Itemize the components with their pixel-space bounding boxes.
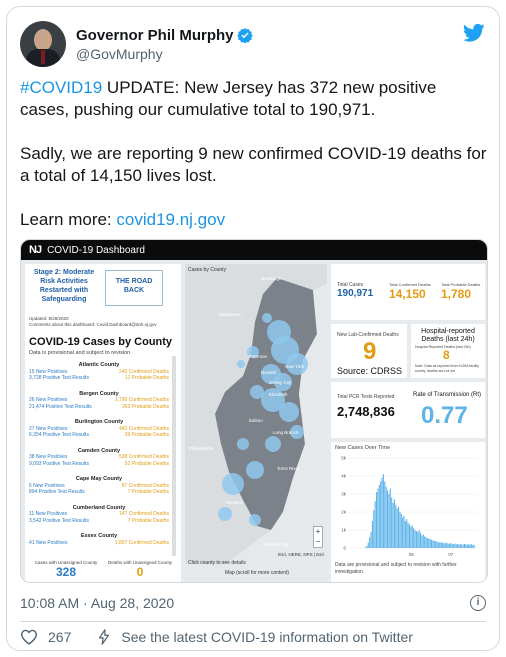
- county-new-positives: 27 New Positives: [29, 425, 68, 432]
- county-positive-tests: 21,474 Positive Test Results: [29, 403, 92, 410]
- info-icon[interactable]: i: [470, 595, 486, 611]
- map-zoom-control[interactable]: + −: [313, 526, 323, 548]
- chart-bar[interactable]: [474, 545, 475, 548]
- tweet-text: [20, 77, 490, 253]
- chart-bar[interactable]: [377, 489, 378, 548]
- tweet-media-image[interactable]: [20, 239, 488, 583]
- source-label: Source: CDRSS: [337, 366, 403, 376]
- chart-bar[interactable]: [398, 507, 399, 548]
- chart-bar[interactable]: [470, 545, 471, 548]
- county-row-2: [29, 461, 169, 468]
- county-name: Burlington County: [74, 419, 124, 425]
- chart-bar[interactable]: [424, 536, 425, 548]
- tests-rt-box: [331, 382, 485, 438]
- chart-bar[interactable]: [430, 539, 431, 548]
- county-positive-tests: 3,542 Positive Test Results: [29, 517, 89, 524]
- county-probable-deaths: 7 Probable Deaths: [127, 517, 169, 524]
- author-names: [76, 27, 253, 62]
- new-cases-chart: [331, 452, 485, 562]
- county-entry[interactable]: [29, 448, 169, 468]
- hospital-deaths-box: [411, 324, 485, 378]
- nj-map: [185, 264, 327, 582]
- stats-panel: [331, 264, 485, 582]
- chart-bar[interactable]: [365, 547, 366, 548]
- hospital-deaths-title: Hospital-reported Deaths (last 24h): [421, 328, 475, 343]
- bolt-icon: [97, 629, 111, 645]
- county-name: Cape May County: [75, 476, 123, 482]
- chart-bar[interactable]: [453, 544, 454, 548]
- county-entry[interactable]: [29, 362, 169, 382]
- chart-bar[interactable]: [409, 525, 410, 548]
- chart-bar[interactable]: [382, 478, 383, 548]
- county-confirmed-deaths: 240 Confirmed Deaths: [118, 368, 169, 375]
- county-new-positives: 41 New Positives: [29, 539, 68, 546]
- chart-bar[interactable]: [431, 540, 432, 548]
- tweet-card: [6, 6, 500, 651]
- updated-info: [29, 316, 157, 328]
- chart-bar[interactable]: [399, 512, 400, 548]
- map-place-label: Paterson: [249, 354, 268, 359]
- map-place-label: Vineland: [225, 500, 243, 505]
- county-positive-tests: 6,354 Positive Test Results: [29, 432, 89, 438]
- chart-bar[interactable]: [416, 531, 417, 548]
- county-probable-deaths: 52 Probable Deaths: [124, 460, 169, 467]
- chart-bar[interactable]: [452, 544, 453, 548]
- chart-x-tick: 05: [408, 552, 414, 557]
- chart-bar[interactable]: [379, 485, 380, 548]
- unassigned-deaths-label: Deaths with Unassigned County: [107, 560, 173, 565]
- county-positive-tests: 3,728 Positive Test Results: [29, 375, 89, 381]
- cases-by-county-title: COVID-19 Cases by County: [29, 336, 173, 348]
- map-panel: [185, 264, 327, 582]
- chart-bar[interactable]: [449, 544, 450, 548]
- county-entry[interactable]: [29, 419, 169, 439]
- heart-icon[interactable]: [20, 629, 38, 645]
- total-deaths: [389, 282, 431, 301]
- chart-bar[interactable]: [446, 543, 447, 548]
- chart-bar[interactable]: [380, 481, 381, 548]
- county-confirmed-deaths: 147 Confirmed Deaths: [118, 511, 169, 517]
- chart-bar[interactable]: [448, 544, 449, 549]
- chart-bar[interactable]: [412, 526, 413, 549]
- learn-more-label: Learn more:: [20, 210, 117, 229]
- chart-bar[interactable]: [463, 545, 464, 548]
- chart-bar[interactable]: [423, 535, 424, 549]
- probable-deaths-label: Total Probable Deaths: [441, 282, 481, 287]
- rt-value: 0.77: [421, 402, 468, 429]
- new-cases-chart-box: [331, 442, 485, 582]
- county-probable-deaths: 39 Probable Deaths: [124, 432, 169, 438]
- rt-label: Rate of Transmission (Rt): [413, 392, 482, 398]
- chart-bar[interactable]: [387, 490, 388, 548]
- chart-bar[interactable]: [369, 537, 370, 548]
- new-deaths-value: 9: [363, 338, 377, 365]
- chart-bar[interactable]: [438, 542, 439, 548]
- tweet-header: [20, 19, 253, 69]
- chart-y-tick: 4k: [341, 473, 346, 479]
- updated-date: Updated: 8/28/2020: [29, 316, 69, 321]
- map-place-label: Atlantic City: [265, 542, 289, 547]
- chart-bar[interactable]: [468, 544, 469, 548]
- chart-bar[interactable]: [434, 541, 435, 548]
- chart-bar[interactable]: [454, 544, 455, 549]
- chart-bar[interactable]: [464, 544, 465, 548]
- tweet-timestamp[interactable]: 10:08 AM · Aug 28, 2020: [20, 595, 175, 611]
- chart-x-tick: 07: [448, 552, 454, 557]
- cases-by-county-subtitle: Data is provisional and subject to revision.: [29, 350, 132, 356]
- county-row-2: [29, 489, 169, 496]
- map-place-label: Newark: [261, 370, 277, 375]
- chart-bar[interactable]: [375, 501, 376, 548]
- tweet-paragraph-3: [20, 209, 490, 231]
- county-row-2: [29, 518, 169, 525]
- chart-bar[interactable]: [445, 543, 446, 548]
- chart-bar[interactable]: [402, 517, 403, 548]
- chart-bar[interactable]: [460, 544, 461, 548]
- chart-title: New Cases Over Time: [335, 445, 391, 451]
- hashtag-link[interactable]: #COVID19: [20, 78, 103, 97]
- county-name: Cumberland County: [72, 504, 126, 511]
- chart-bar[interactable]: [442, 543, 443, 548]
- tweet-p1-text: UPDATE: New Jersey has 372 new positive cases, pushing our cumulative total to 190,971.: [20, 78, 437, 119]
- county-positive-tests: 894 Positive Test Results: [29, 489, 85, 495]
- chart-bar[interactable]: [373, 510, 374, 548]
- stage-label: Stage 2: Moderate Risk Activities Restarted with Safeguarding: [33, 269, 95, 303]
- map-scroll-hint: Map (scroll for more content): [225, 570, 289, 576]
- county-entry[interactable]: [29, 391, 169, 411]
- chart-bar[interactable]: [441, 542, 442, 548]
- unassigned-deaths-value: 0: [136, 565, 144, 579]
- total-cases: [337, 282, 373, 299]
- county-entry[interactable]: [29, 505, 169, 525]
- chart-bar[interactable]: [457, 544, 458, 548]
- map-place-label: Jersey City: [269, 380, 292, 385]
- map-place-label: Newburgh: [261, 276, 282, 281]
- nj-logo: NJ: [29, 244, 42, 256]
- twitter-bird-icon[interactable]: [463, 23, 485, 43]
- chart-bar[interactable]: [391, 498, 392, 548]
- author-handle[interactable]: @GovMurphy: [76, 45, 163, 62]
- county-confirmed-deaths: 1,857 Confirmed Deaths: [114, 539, 169, 546]
- chart-bar[interactable]: [471, 544, 472, 548]
- chart-bar[interactable]: [432, 540, 433, 548]
- chart-bar[interactable]: [459, 545, 460, 548]
- county-row-2: [29, 432, 169, 439]
- map-title: Cases by County: [188, 267, 227, 273]
- county-new-positives: 26 New Positives: [29, 397, 68, 403]
- map-place-label: Edison: [249, 418, 263, 423]
- chart-bar[interactable]: [406, 519, 407, 548]
- chart-bar[interactable]: [472, 545, 473, 548]
- chart-y-tick: 0: [343, 545, 346, 551]
- chart-bar[interactable]: [397, 508, 398, 548]
- chart-bar[interactable]: [405, 521, 406, 548]
- chart-bar[interactable]: [384, 481, 385, 548]
- chart-bar[interactable]: [386, 487, 387, 548]
- probable-deaths-value: 1,780: [441, 287, 472, 301]
- chart-bar[interactable]: [371, 532, 372, 548]
- county-new-positives: 6 New Positives: [29, 482, 65, 489]
- dashboard-title: COVID-19 Dashboard: [47, 244, 145, 256]
- new-deaths-label: New Lab-Confirmed Deaths: [337, 332, 399, 338]
- county-probable-deaths: 11 Probable Deaths: [125, 375, 169, 381]
- county-confirmed-deaths: 538 Confirmed Deaths: [118, 454, 169, 460]
- hospital-deaths-note: Note: Data as reported from NJHA facility survey, deaths are not yet: [415, 364, 479, 373]
- county-row-2: [29, 375, 169, 382]
- county-row-1: [29, 540, 169, 547]
- chart-bar[interactable]: [417, 532, 418, 548]
- covid-site-link[interactable]: covid19.nj.gov: [116, 210, 226, 229]
- tweet-actions: [20, 629, 413, 645]
- map-place-label: Long Branch: [273, 430, 299, 435]
- tweet-paragraph-2: Sadly, we are reporting 9 new confirmed COVID-19 deaths for a total of 14,150 lives lost.: [20, 144, 487, 185]
- new-deaths-box: [331, 324, 407, 378]
- author-display-name[interactable]: [76, 27, 253, 44]
- totals-box: [331, 264, 485, 320]
- unassigned-deaths: [103, 560, 177, 582]
- chart-bar[interactable]: [368, 543, 369, 548]
- chart-bar[interactable]: [395, 505, 396, 548]
- county-positive-tests: 9,093 Positive Test Results: [29, 460, 89, 467]
- chart-y-tick: 3k: [341, 491, 346, 497]
- road-back-logo: THE ROAD BACK: [105, 270, 163, 306]
- hospital-deaths-sub: Hospital Reported Deaths (last 24h): [415, 345, 471, 349]
- county-confirmed-deaths: 87 Confirmed Deaths: [121, 482, 169, 489]
- chart-bar[interactable]: [461, 544, 462, 548]
- chart-bar[interactable]: [443, 543, 444, 548]
- chart-bar[interactable]: [456, 544, 457, 548]
- county-probable-deaths: 7 Probable Deaths: [127, 489, 169, 495]
- county-name: Essex County: [80, 533, 118, 539]
- chart-bar[interactable]: [426, 537, 427, 548]
- unassigned-cases-label: Cases with Unassigned County: [34, 560, 98, 565]
- chart-bar[interactable]: [450, 543, 451, 548]
- latest-info-link[interactable]: See the latest COVID-19 information on Twitter: [121, 629, 413, 645]
- county-scrollbar: [172, 356, 176, 556]
- unassigned-stats: [29, 560, 177, 582]
- county-new-positives: 15 New Positives: [29, 368, 68, 375]
- footer-divider: [20, 621, 486, 622]
- avatar[interactable]: [20, 21, 66, 67]
- probable-deaths: [441, 282, 480, 301]
- tweet-paragraph-1: [20, 77, 490, 121]
- chart-bar[interactable]: [439, 543, 440, 548]
- county-row-2: [29, 404, 169, 411]
- chart-bar[interactable]: [376, 492, 377, 548]
- dashboard-header: [21, 240, 487, 260]
- county-name: Camden County: [77, 447, 121, 454]
- total-cases-label: Total Cases: [337, 282, 364, 288]
- chart-bar[interactable]: [428, 539, 429, 548]
- chart-bar[interactable]: [383, 474, 384, 548]
- unassigned-cases: [29, 560, 103, 582]
- chart-bar[interactable]: [413, 528, 414, 548]
- chart-bar[interactable]: [393, 503, 394, 548]
- chart-bar[interactable]: [419, 530, 420, 548]
- chart-bar[interactable]: [410, 526, 411, 548]
- chart-bar[interactable]: [390, 489, 391, 548]
- like-count[interactable]: 267: [48, 629, 72, 645]
- chart-bar[interactable]: [408, 523, 409, 548]
- hospital-deaths-value: 8: [443, 348, 450, 362]
- county-name: Atlantic County: [78, 362, 120, 368]
- county-entry[interactable]: [29, 476, 169, 496]
- pcr-label: Total PCR Tests Reported: [337, 394, 395, 400]
- county-name: Bergen County: [79, 390, 119, 397]
- chart-bar[interactable]: [435, 541, 436, 548]
- county-new-positives: 38 New Positives: [29, 454, 68, 460]
- chart-bar[interactable]: [421, 535, 422, 548]
- chart-bar[interactable]: [420, 533, 421, 548]
- map-place-label: Toms River: [277, 466, 300, 471]
- chart-bar[interactable]: [437, 542, 438, 548]
- chart-bar[interactable]: [404, 516, 405, 548]
- chart-bar[interactable]: [372, 521, 373, 548]
- chart-bar[interactable]: [465, 544, 466, 548]
- chart-bar[interactable]: [467, 545, 468, 548]
- map-place-label: Middletown: [219, 312, 242, 317]
- county-panel: [25, 264, 181, 582]
- author-name-text[interactable]: Governor Phil Murphy: [76, 26, 234, 44]
- county-probable-deaths: 263 Probable Deaths: [122, 403, 169, 410]
- county-confirmed-deaths: 442 Confirmed Deaths: [118, 425, 169, 432]
- chart-bar[interactable]: [388, 494, 389, 548]
- comments-info: Comments about this dashboard: Covid.Dashboard@doh.nj.gov: [29, 322, 157, 327]
- chart-y-tick: 2k: [341, 509, 346, 515]
- map-place-label: Philadelphia: [189, 446, 214, 451]
- county-confirmed-deaths: 1,790 Confirmed Deaths: [114, 397, 169, 403]
- map-place-label: New York: [285, 364, 305, 369]
- map-place-label: Elizabeth: [269, 392, 288, 397]
- county-entry[interactable]: [29, 533, 169, 546]
- county-new-positives: 11 New Positives: [29, 511, 67, 517]
- chart-y-tick: 1k: [341, 527, 346, 533]
- total-cases-value: 190,971: [337, 288, 374, 299]
- verified-badge-icon: [237, 27, 253, 43]
- chart-bar[interactable]: [415, 530, 416, 548]
- unassigned-cases-value: 328: [55, 565, 77, 579]
- chart-note: Data are provisional and subject to revision with further investigation.: [335, 562, 457, 575]
- chart-bar[interactable]: [427, 538, 428, 548]
- map-attribution: Esri, HERE, NPS | Esri: [278, 552, 324, 557]
- total-deaths-label: Total Confirmed Deaths: [389, 282, 431, 287]
- pcr-value: 2,748,836: [337, 404, 395, 419]
- chart-bar[interactable]: [394, 499, 395, 548]
- map-caption: Click county to see details: [188, 560, 246, 566]
- chart-bar[interactable]: [401, 514, 402, 548]
- chart-y-tick: 5k: [341, 455, 346, 461]
- total-deaths-value: 14,150: [389, 287, 426, 301]
- chart-bar[interactable]: [366, 546, 367, 548]
